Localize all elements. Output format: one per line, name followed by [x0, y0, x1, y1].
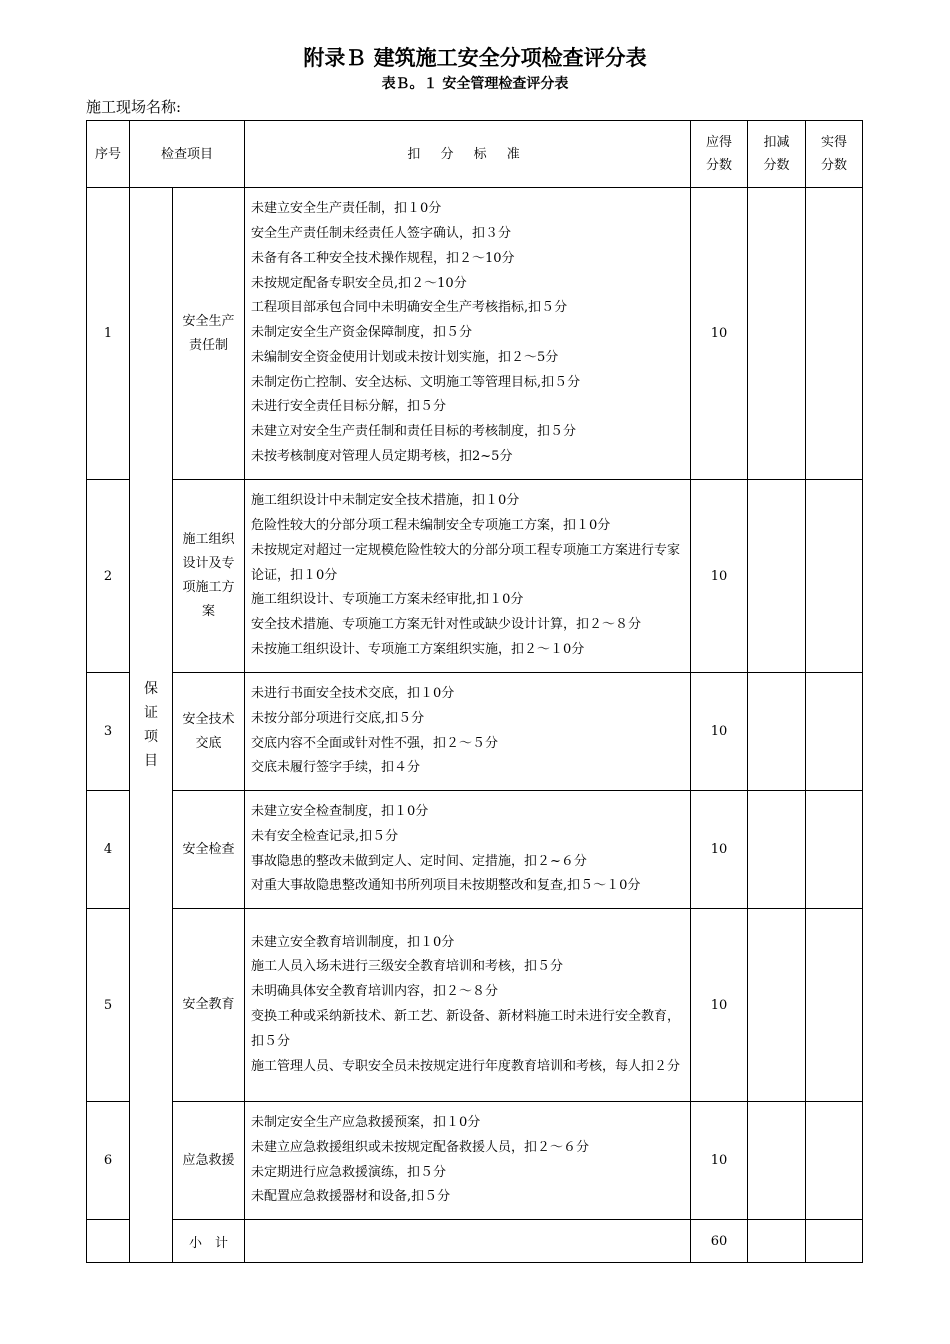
deduct-score-cell [748, 791, 806, 909]
criteria-line: 未建立安全教育培训制度，扣１0分 [251, 934, 455, 950]
check-item-name: 应急救援 [173, 1102, 245, 1220]
actual-score-cell [806, 909, 863, 1102]
criteria-line: 未明确具体安全教育培训内容，扣２～８分 [251, 984, 499, 1000]
criteria-line: 施工组织设计中未制定安全技术措施，扣１0分 [251, 493, 520, 509]
criteria-line: 安全生产责任制未经责任人签字确认，扣３分 [251, 225, 512, 241]
deduction-criteria [245, 1102, 691, 1220]
due-score-cell: 10 [691, 909, 748, 1102]
header-deduct-line1: 扣减 [763, 135, 790, 150]
due-score-cell: 10 [691, 791, 748, 909]
criteria-line: 未配置应急救援器材和设备,扣５分 [251, 1189, 451, 1205]
header-actual-line1: 实得 [821, 135, 848, 150]
table-row [87, 909, 863, 1102]
criteria-line: 交底未履行签字手续，扣４分 [251, 760, 421, 776]
deduct-score-cell [748, 909, 806, 1102]
row-number: 6 [87, 1102, 130, 1220]
criteria-line: 未按分部分项进行交底,扣５分 [251, 710, 425, 726]
criteria-line: 施工组织设计、专项施工方案未经审批,扣１0分 [251, 592, 524, 608]
criteria-line: 未制定安全生产资金保障制度，扣５分 [251, 325, 473, 341]
deduct-score-cell [748, 480, 806, 673]
criteria-line: 未进行书面安全技术交底，扣１0分 [251, 685, 455, 701]
criteria-line: 未按规定配备专职安全员,扣２～10分 [251, 275, 467, 291]
criteria-line: 交底内容不全面或针对性不强，扣２～５分 [251, 735, 499, 751]
criteria-line: 安全技术措施、专项施工方案无针对性或缺少设计计算，扣２～８分 [251, 617, 642, 633]
header-deduct-score [748, 121, 806, 188]
group-label [130, 188, 173, 1263]
subtotal-deduct-cell [748, 1220, 806, 1263]
subtotal-criteria-cell [245, 1220, 691, 1263]
deduct-score-cell [748, 673, 806, 791]
header-actual-line2: 分数 [821, 158, 848, 173]
header-item: 检查项目 [130, 121, 245, 188]
deduct-score-cell [748, 188, 806, 480]
criteria-line: 未按考核制度对管理人员定期考核，扣2~5分 [251, 449, 513, 465]
actual-score-cell [806, 1102, 863, 1220]
subtotal-label: 小 计 [173, 1220, 245, 1263]
header-criteria: 扣 分 标 准 [245, 121, 691, 188]
criteria-line: 施工管理人员、专职安全员未按规定进行年度教育培训和考核，每人扣２分 [251, 1058, 681, 1074]
header-due-score [691, 121, 748, 188]
criteria-line: 未按施工组织设计、专项施工方案组织实施，扣２～１0分 [251, 641, 585, 657]
criteria-line: 对重大事故隐患整改通知书所列项目未按期整改和复查,扣５～１0分 [251, 878, 641, 894]
subtotal-row [87, 1220, 863, 1263]
criteria-line: 未建立应急救援组织或未按规定配备救援人员，扣２～６分 [251, 1139, 590, 1155]
deduct-score-cell [748, 1102, 806, 1220]
check-item-name: 安全检查 [173, 791, 245, 909]
criteria-line: 未备有各工种安全技术操作规程，扣２～10分 [251, 250, 515, 266]
row-number: 1 [87, 188, 130, 480]
criteria-line: 危险性较大的分部分项工程未编制安全专项施工方案，扣１0分 [251, 518, 611, 533]
header-no: 序号 [87, 121, 130, 188]
row-number: 4 [87, 791, 130, 909]
due-score-cell: 10 [691, 673, 748, 791]
actual-score-cell [806, 791, 863, 909]
actual-score-cell [806, 673, 863, 791]
due-score-cell: 10 [691, 1102, 748, 1220]
table-row [87, 673, 863, 791]
criteria-line: 未定期进行应急救援演练，扣５分 [251, 1164, 447, 1180]
actual-score-cell [806, 188, 863, 480]
deduction-criteria [245, 480, 691, 673]
criteria-line: 变换工种或采纳新技术、新工艺、新设备、新材料施工时未进行安全教育，扣５分 [251, 1009, 681, 1049]
subtotal-no-cell [87, 1220, 130, 1263]
criteria-line: 未建立安全检查制度，扣１0分 [251, 803, 429, 819]
header-actual-score [806, 121, 863, 188]
check-item-name: 施工组织设计及专项施工方案 [173, 480, 245, 673]
document-title: 附录Ｂ 建筑施工安全分项检查评分表 [303, 46, 647, 70]
deduction-criteria [245, 909, 691, 1102]
header-row [87, 121, 863, 188]
check-item-name: 安全技术交底 [173, 673, 245, 791]
header-due-line2: 分数 [706, 158, 733, 173]
subtotal-actual-cell [806, 1220, 863, 1263]
due-score-cell: 10 [691, 188, 748, 480]
criteria-line: 未建立对安全生产责任制和责任目标的考核制度，扣５分 [251, 424, 577, 440]
deduction-criteria [245, 791, 691, 909]
criteria-line: 事故隐患的整改未做到定人、定时间、定措施，扣２~６分 [251, 853, 587, 869]
criteria-line: 未编制安全资金使用计划或未按计划实施，扣２～5分 [251, 349, 559, 365]
criteria-line: 未制定安全生产应急救援预案，扣１0分 [251, 1114, 481, 1130]
deduction-criteria [245, 188, 691, 480]
criteria-line: 未建立安全生产责任制，扣１0分 [251, 201, 442, 217]
criteria-line: 施工人员入场未进行三级安全教育培训和考核，扣５分 [251, 959, 564, 975]
row-number: 5 [87, 909, 130, 1102]
table-row [87, 188, 863, 480]
table-row [87, 791, 863, 909]
header-deduct-line2: 分数 [763, 158, 790, 173]
table-subtitle: 表Ｂ。１ 安全管理检查评分表 [381, 76, 569, 92]
header-due-line1: 应得 [706, 135, 733, 150]
check-item-name: 安全生产责任制 [173, 188, 245, 480]
row-number: 3 [87, 673, 130, 791]
subtotal-score: 60 [691, 1220, 748, 1263]
criteria-line: 工程项目部承包合同中未明确安全生产考核指标,扣５分 [251, 300, 568, 316]
safety-score-table [86, 120, 863, 1263]
criteria-line: 未进行安全责任目标分解，扣５分 [251, 399, 447, 415]
criteria-line: 未制定伤亡控制、安全达标、文明施工等管理目标,扣５分 [251, 374, 581, 390]
site-name-label: 施工现场名称: [86, 98, 182, 116]
table-row [87, 1102, 863, 1220]
table-row [87, 480, 863, 673]
actual-score-cell [806, 480, 863, 673]
group-label-text: 保证项目 [144, 681, 158, 769]
criteria-line: 未按规定对超过一定规模危险性较大的分部分项工程专项施工方案进行专家论证，扣１0分 [251, 542, 681, 583]
criteria-line: 未有安全检查记录,扣５分 [251, 828, 399, 844]
deduction-criteria [245, 673, 691, 791]
row-number: 2 [87, 480, 130, 673]
check-item-name: 安全教育 [173, 909, 245, 1102]
due-score-cell: 10 [691, 480, 748, 673]
